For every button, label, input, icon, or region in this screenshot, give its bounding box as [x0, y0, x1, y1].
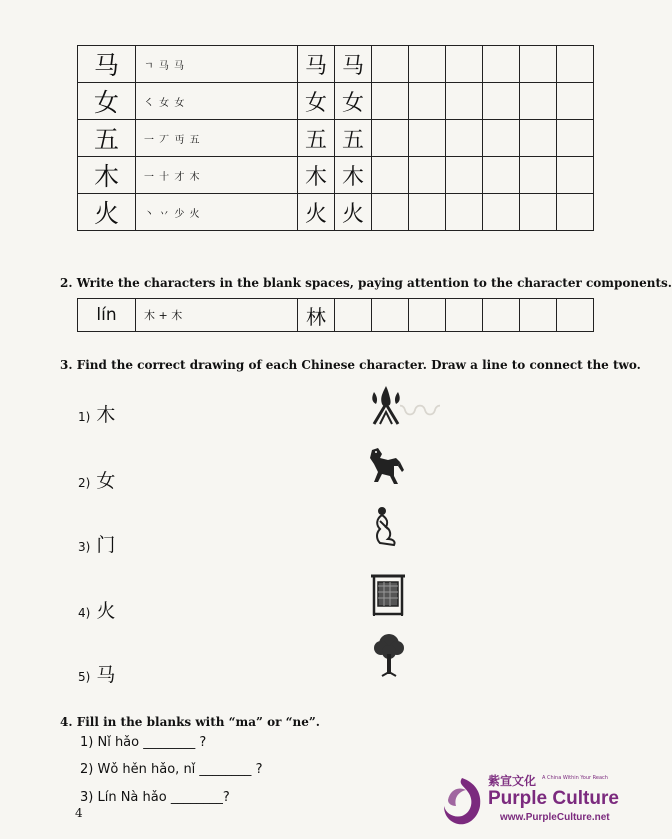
blank-cell[interactable]	[409, 120, 446, 157]
blank-cell[interactable]	[483, 194, 520, 231]
item-number: 1)	[78, 410, 91, 424]
trace-character: 马	[335, 46, 372, 83]
blank-cell[interactable]	[483, 157, 520, 194]
stroke-order: 一 丆 丏 五	[136, 120, 298, 157]
logo-name: Purple Culture	[488, 788, 619, 809]
blank-cell[interactable]	[372, 83, 409, 120]
components-cell: 木 + 木	[136, 299, 298, 332]
practice-row	[78, 157, 594, 194]
trace-character: 木	[298, 157, 335, 194]
stroke-order: ㄱ 马 马	[136, 46, 298, 83]
blank-cell[interactable]	[335, 299, 372, 332]
blank-cell[interactable]	[520, 194, 557, 231]
trace-character: 马	[298, 46, 335, 83]
trace-character: 五	[335, 120, 372, 157]
blank-cell[interactable]	[372, 46, 409, 83]
fill-blank-line-2[interactable]: 2) Wǒ hěn hǎo, nǐ ________ ?	[80, 762, 263, 777]
blank-cell[interactable]	[520, 83, 557, 120]
blank-cell[interactable]	[557, 194, 594, 231]
blank-cell[interactable]	[446, 194, 483, 231]
blank-cell[interactable]	[557, 83, 594, 120]
blank-cell[interactable]	[557, 46, 594, 83]
tree-drawing-icon	[372, 632, 406, 678]
item-character: 马	[96, 664, 116, 686]
trace-character: 女	[335, 83, 372, 120]
blank-cell[interactable]	[483, 120, 520, 157]
match-item-3	[78, 530, 115, 557]
item-character: 火	[96, 600, 116, 622]
model-character: 五	[78, 120, 136, 157]
blank-cell[interactable]	[409, 46, 446, 83]
fill-blank-line-1[interactable]: 1) Nǐ hǎo ________ ?	[80, 735, 207, 750]
question-2-title: 2. Write the characters in the blank spaces, paying attention to the character components.	[60, 276, 672, 290]
blank-cell[interactable]	[409, 194, 446, 231]
match-item-1	[78, 400, 115, 427]
fill-blank-line-3[interactable]: 3) Lín Nà hǎo ________?	[80, 790, 230, 805]
blank-cell[interactable]	[520, 299, 557, 332]
blank-cell[interactable]	[446, 157, 483, 194]
blank-cell[interactable]	[372, 299, 409, 332]
blank-cell[interactable]	[372, 194, 409, 231]
practice-row	[78, 194, 594, 231]
stroke-order: ㇛ 女 女	[136, 83, 298, 120]
woman-drawing-icon	[370, 505, 400, 547]
blank-cell[interactable]	[557, 157, 594, 194]
logo-url[interactable]: www.PurpleCulture.net	[500, 812, 610, 823]
match-item-5	[78, 660, 115, 687]
blank-cell[interactable]	[409, 157, 446, 194]
model-character: 马	[78, 46, 136, 83]
blank-cell[interactable]	[446, 120, 483, 157]
purple-culture-logo	[440, 772, 619, 834]
character-practice-table	[77, 45, 594, 231]
question-4-title: 4. Fill in the blanks with “ma” or “ne”.	[60, 715, 320, 729]
item-character: 木	[96, 404, 116, 426]
item-number: 4)	[78, 606, 91, 620]
door-drawing-icon	[370, 572, 406, 616]
blank-cell[interactable]	[372, 157, 409, 194]
model-character: 火	[78, 194, 136, 231]
blank-cell[interactable]	[446, 299, 483, 332]
model-character: 木	[78, 157, 136, 194]
blank-cell[interactable]	[557, 120, 594, 157]
practice-row	[78, 120, 594, 157]
blank-cell[interactable]	[372, 120, 409, 157]
stroke-order: 一 十 才 木	[136, 157, 298, 194]
question-3-title: 3. Find the correct drawing of each Chinese character. Draw a line to connect the two.	[60, 358, 641, 372]
blank-cell[interactable]	[520, 157, 557, 194]
stroke-order: 丶 丷 少 火	[136, 194, 298, 231]
item-character: 女	[96, 470, 116, 492]
horse-drawing-icon	[364, 444, 406, 486]
blank-cell[interactable]	[483, 46, 520, 83]
match-item-2	[78, 466, 115, 493]
blank-cell[interactable]	[446, 46, 483, 83]
blank-cell[interactable]	[409, 299, 446, 332]
item-number: 3)	[78, 540, 91, 554]
logo-tagline: A China Within Your Reach	[542, 775, 608, 781]
blank-cell[interactable]	[557, 299, 594, 332]
trace-character: 火	[335, 194, 372, 231]
pinyin-cell: lín	[78, 299, 136, 332]
trace-cell: 林	[298, 299, 335, 332]
trace-character: 木	[335, 157, 372, 194]
bleed-through-marks: 〰	[400, 389, 440, 435]
blank-cell[interactable]	[520, 46, 557, 83]
blank-cell[interactable]	[520, 120, 557, 157]
purple-culture-emblem-icon	[440, 776, 484, 828]
blank-cell[interactable]	[446, 83, 483, 120]
trace-character: 五	[298, 120, 335, 157]
practice-row	[78, 83, 594, 120]
blank-cell[interactable]	[409, 83, 446, 120]
fire-drawing-icon	[368, 384, 404, 426]
item-character: 门	[96, 534, 116, 556]
model-character: 女	[78, 83, 136, 120]
blank-cell[interactable]	[483, 83, 520, 120]
trace-character: 女	[298, 83, 335, 120]
match-item-4	[78, 596, 115, 623]
blank-cell[interactable]	[483, 299, 520, 332]
practice-row	[78, 46, 594, 83]
component-practice-table	[77, 298, 594, 332]
item-number: 5)	[78, 670, 91, 684]
page-number: 4	[75, 806, 83, 820]
logo-chinese-name: 紫宣文化	[488, 774, 537, 788]
item-number: 2)	[78, 476, 91, 490]
trace-character: 火	[298, 194, 335, 231]
